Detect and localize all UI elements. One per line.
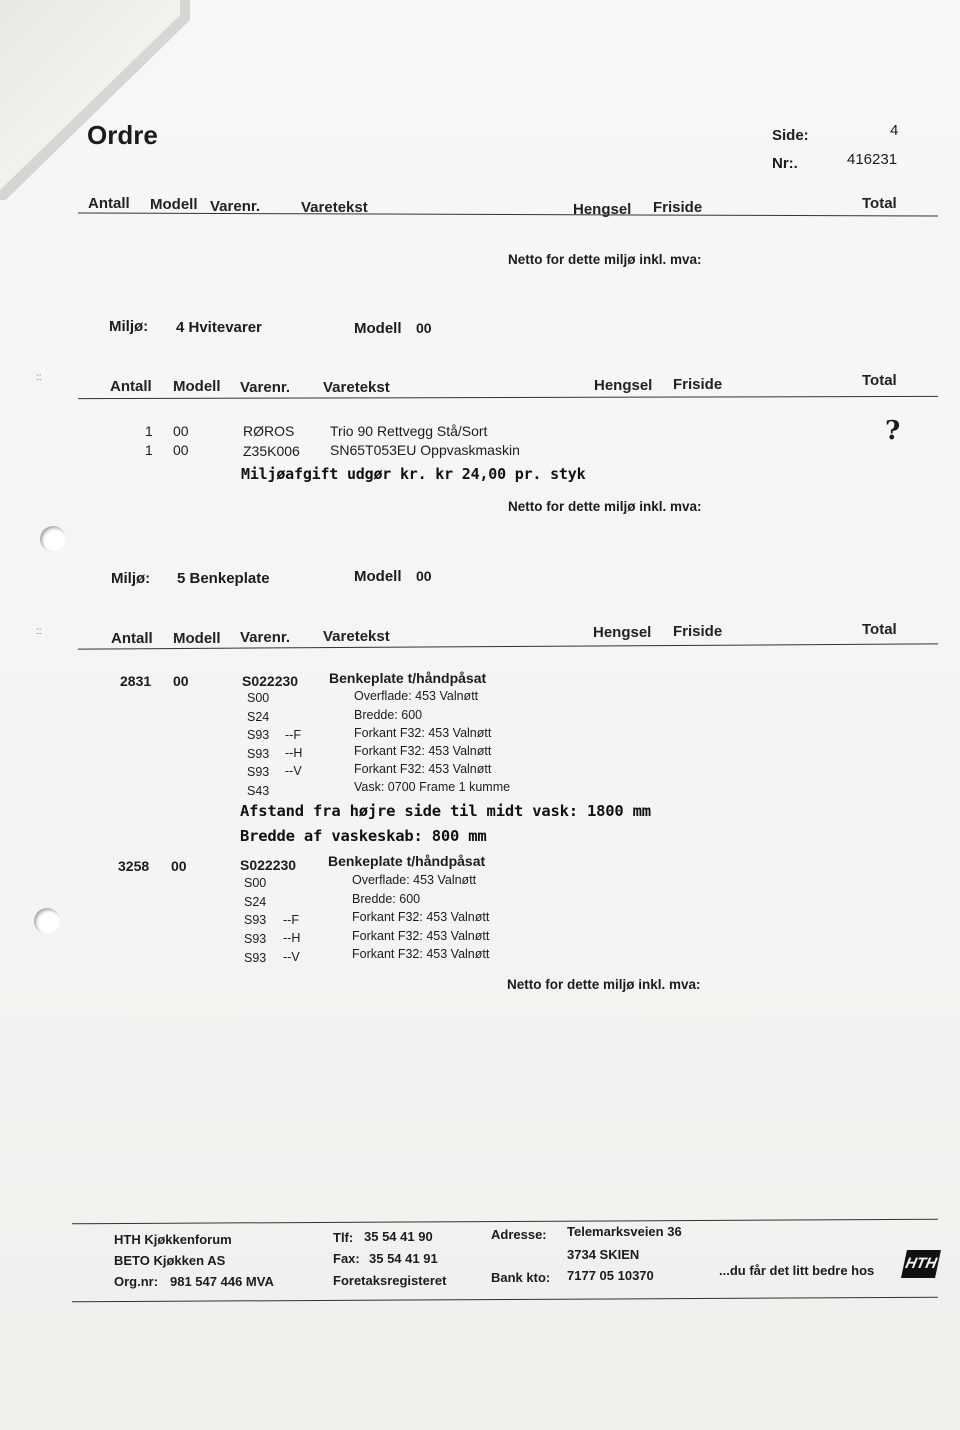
nr-value: 416231: [847, 151, 898, 168]
item-antall: 3258: [118, 858, 150, 874]
sub-text: Vask: 0700 Frame 1 kumme: [354, 780, 511, 794]
col-total: Total: [862, 621, 897, 638]
sub-text: Bredde: 600: [354, 708, 423, 722]
sub-text: Forkant F32: 453 Valnøtt: [354, 744, 492, 758]
netto-label: Netto for dette miljø inkl. mva:: [508, 252, 702, 267]
col-varenr: Varenr.: [210, 198, 261, 215]
sub-suffix: --F: [285, 728, 301, 742]
sub-code: S24: [244, 895, 267, 909]
sub-text: Overflade: 453 Valnøtt: [354, 689, 479, 703]
col-friside: Friside: [653, 199, 703, 216]
row-varetekst: Trio 90 Rettvegg Stå/Sort: [330, 423, 488, 439]
side-value: 4: [890, 122, 899, 139]
col-friside: Friside: [673, 623, 723, 640]
sub-code: S93: [244, 913, 267, 927]
sub-code: S93: [247, 765, 270, 779]
netto-label: Netto for dette miljø inkl. mva:: [508, 499, 702, 514]
tlf-value: 35 54 41 90: [364, 1229, 433, 1244]
col-hengsel: Hengsel: [573, 201, 632, 218]
sub-code: S00: [244, 876, 267, 890]
row-modell: 00: [173, 423, 189, 439]
handwritten-note: Bredde af vaskeskab: 800 mm: [240, 827, 487, 845]
punch-hole: [40, 526, 66, 552]
binder-mark: ::: [36, 626, 42, 637]
adresse-label: Adresse:: [491, 1227, 547, 1242]
col-total: Total: [862, 195, 897, 212]
col-hengsel: Hengsel: [594, 377, 653, 394]
row-varenr: RØROS: [243, 423, 295, 439]
handwritten-mark: ?: [885, 416, 901, 446]
item-antall: 2831: [120, 673, 152, 689]
header-rule: [78, 396, 938, 399]
handwritten-note: Miljøafgift udgør kr. kr 24,00 pr. styk: [241, 465, 586, 483]
company-name: BETO Kjøkken AS: [114, 1253, 226, 1268]
sub-code: S24: [247, 710, 270, 724]
sub-text: Bredde: 600: [352, 892, 421, 906]
sub-suffix: --F: [283, 913, 299, 927]
header-rule: [78, 212, 938, 216]
company-name: HTH Kjøkkenforum: [114, 1232, 232, 1247]
sub-code: S93: [244, 932, 267, 946]
orgnr-value: 981 547 446 MVA: [170, 1274, 274, 1289]
netto-label: Netto for dette miljø inkl. mva:: [507, 977, 701, 992]
hth-logo-text: HTH: [903, 1255, 939, 1272]
miljo-label: Miljø:: [111, 570, 151, 587]
sub-code: S93: [247, 747, 270, 761]
item-modell: 00: [173, 673, 189, 689]
modell-value: 00: [416, 568, 432, 584]
col-modell: Modell: [173, 378, 221, 395]
sub-text: Forkant F32: 453 Valnøtt: [354, 726, 492, 740]
row-varenr: Z35K006: [243, 443, 300, 459]
footer-rule-top: [72, 1219, 938, 1225]
sub-code: S00: [247, 691, 270, 705]
col-antall: Antall: [111, 630, 153, 647]
col-varetekst: Varetekst: [323, 628, 390, 645]
footer-rule-bottom: [72, 1297, 938, 1303]
col-varenr: Varenr.: [240, 379, 291, 396]
sub-text: Overflade: 453 Valnøtt: [352, 873, 477, 887]
row-varetekst: SN65T053EU Oppvaskmaskin: [330, 442, 520, 458]
fax-label: Fax:: [333, 1251, 360, 1266]
binder-mark: ::: [36, 372, 42, 383]
item-varetekst: Benkeplate t/håndpåsat: [329, 670, 487, 686]
fax-value: 35 54 41 91: [369, 1251, 438, 1266]
sub-text: Forkant F32: 453 Valnøtt: [354, 762, 492, 776]
col-varenr: Varenr.: [240, 629, 291, 646]
sub-code: S93: [244, 951, 267, 965]
row-modell: 00: [173, 442, 189, 458]
sub-text: Forkant F32: 453 Valnøtt: [352, 910, 490, 924]
adresse-line: Telemarksveien 36: [567, 1224, 682, 1239]
handwritten-note: Afstand fra højre side til midt vask: 1800 mm: [240, 802, 651, 820]
col-antall: Antall: [88, 195, 130, 212]
col-friside: Friside: [673, 376, 723, 393]
sub-code: S93: [247, 728, 270, 742]
bank-label: Bank kto:: [491, 1270, 551, 1285]
item-varetekst: Benkeplate t/håndpåsat: [328, 853, 486, 869]
nr-label: Nr:.: [772, 155, 798, 172]
sub-suffix: --V: [283, 950, 300, 964]
hth-logo: [901, 1250, 941, 1278]
row-antall: 1: [145, 423, 153, 439]
sub-suffix: --V: [285, 764, 302, 778]
modell-label: Modell: [354, 320, 402, 337]
col-antall: Antall: [110, 378, 152, 395]
row-antall: 1: [145, 442, 153, 458]
col-modell: Modell: [173, 630, 221, 647]
item-varenr: S022230: [242, 673, 299, 689]
miljo-name: 5 Benkeplate: [177, 570, 270, 587]
item-modell: 00: [171, 858, 187, 874]
item-varenr: S022230: [240, 857, 297, 873]
page-title: Ordre: [87, 120, 158, 150]
adresse-line: 3734 SKIEN: [567, 1247, 640, 1262]
bank-value: 7177 05 10370: [567, 1268, 654, 1283]
sub-suffix: --H: [283, 931, 301, 945]
sub-code: S43: [247, 784, 270, 798]
col-varetekst: Varetekst: [301, 199, 368, 216]
tlf-label: Tlf:: [333, 1230, 354, 1245]
punch-hole: [34, 908, 60, 934]
foretak-text: Foretaksregisteret: [333, 1273, 447, 1288]
col-total: Total: [862, 372, 897, 389]
miljo-label: Miljø:: [109, 318, 149, 335]
modell-label: Modell: [354, 568, 402, 585]
sub-text: Forkant F32: 453 Valnøtt: [352, 929, 490, 943]
sub-text: Forkant F32: 453 Valnøtt: [352, 947, 490, 961]
col-modell: Modell: [150, 196, 198, 213]
col-hengsel: Hengsel: [593, 624, 652, 641]
side-label: Side:: [772, 127, 809, 144]
orgnr-label: Org.nr:: [114, 1274, 159, 1289]
sub-suffix: --H: [285, 746, 303, 760]
modell-value: 00: [416, 320, 432, 336]
col-varetekst: Varetekst: [323, 379, 390, 396]
folded-corner: [0, 0, 180, 190]
miljo-name: 4 Hvitevarer: [176, 319, 262, 336]
slogan: ...du får det litt bedre hos: [719, 1263, 875, 1278]
